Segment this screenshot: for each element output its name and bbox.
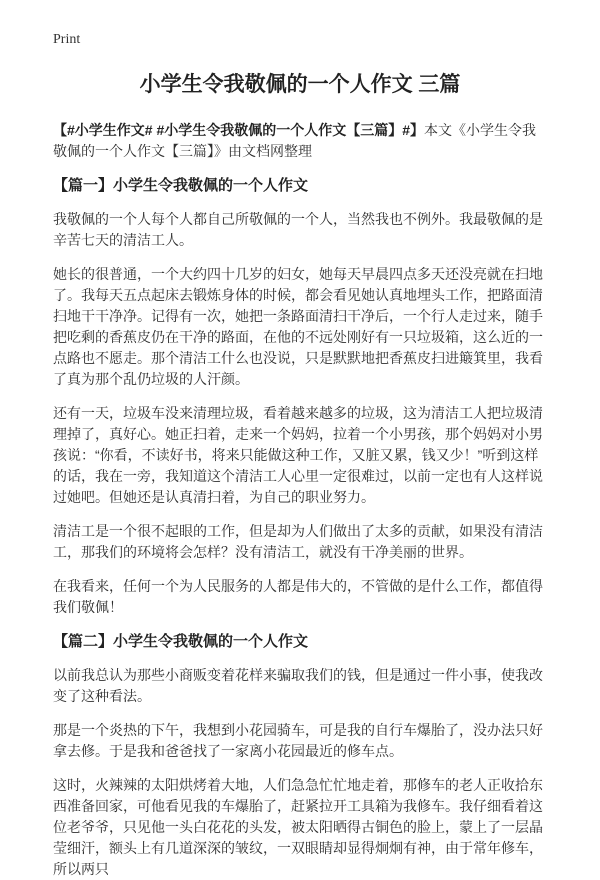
section-1-paragraph: 我敬佩的一个人每个人都自己所敬佩的一个人，当然我也不例外。我最敬佩的是辛苦七天的清洁工人。 (53, 211, 543, 248)
intro-hashtags: 【#小学生作文# #小学生令我敬佩的一个人作文【三篇】#】 (53, 122, 425, 138)
section-1-paragraph: 还有一天，垃圾车没来清理垃圾，看着越来越多的垃圾，这为清洁工人把垃圾清理掉了，真好心。她正扫着，走来一个妈妈，拉着一个小男孩，那个妈妈对小男孩说：“你看，不读好书，将来只能做这种工作，又脏又累，钱又少！”听到这样的话，我在一旁，我知道这个清洁工人心里一定很难过，以前一定也有人这样说过她吧。但她还是认真清扫着，为自己的职业努力。 (53, 405, 543, 505)
section-2-paragraph: 那是一个炎热的下午，我想到小花园骑车，可是我的自行车爆胎了，没办法只好拿去修。于是我和爸爸找了一家离小花园最近的修车点。 (53, 722, 543, 759)
section-1-paragraph: 清洁工是一个很不起眼的工作，但是却为人们做出了太多的贡献，如果没有清洁工，那我们的环境将会怎样？没有清洁工，就没有干净美丽的世界。 (53, 523, 543, 560)
intro-paragraph (53, 120, 547, 162)
section-1-paragraph: 她长的很普通，一个大约四十几岁的妇女，她每天早晨四点多天还没亮就在扫地了。我每天五点起床去锻炼身体的时候，都会看见她认真地埋头工作，把路面清扫地干干净净。记得有一次，她把一条路面清扫干净后，一个行人走过来，随手把吃剩的香蕉皮仍在干净的路面，在他的不远处刚好有一只垃圾箱，这么近的一点路也不愿走。那个清洁工什么也没说，只是默默地把香蕉皮扫进簸箕里，我看了真为那个乱仍垃圾的人汗颜。 (53, 266, 543, 387)
section-2-paragraph: 这时，火辣辣的太阳烘烤着大地，人们急急忙忙地走着，那修车的老人正收拾东西准备回家，可他看见我的车爆胎了，赶紧拉开工具箱为我修车。我仔细看着这位老爷爷，只见他一头白花花的头发，被太阳晒得古铜色的脸上，蒙上了一层晶莹细汗，额头上有几道深深的皱纹，一双眼睛却显得炯炯有神，由于常年修车，所以两只 (53, 777, 543, 877)
intro-source-note: 本文《小学生令我敬佩的一个人作文【三篇】》由文档网整理 (53, 122, 537, 159)
print-button[interactable]: Print (53, 32, 81, 47)
section-2-paragraph: 以前我总认为那些小商贩变着花样来骗取我们的钱，但是通过一件小事，使我改变了这种看法。 (53, 667, 543, 704)
section-2-heading: 【篇二】小学生令我敬佩的一个人作文 (53, 633, 309, 650)
page-title: 小学生令我敬佩的一个人作文 三篇 (139, 73, 461, 96)
section-1-heading: 【篇一】小学生令我敬佩的一个人作文 (53, 177, 309, 194)
section-1-paragraph: 在我看来，任何一个为人民服务的人都是伟大的，不管做的是什么工作，都值得我们敬佩！ (53, 578, 543, 615)
